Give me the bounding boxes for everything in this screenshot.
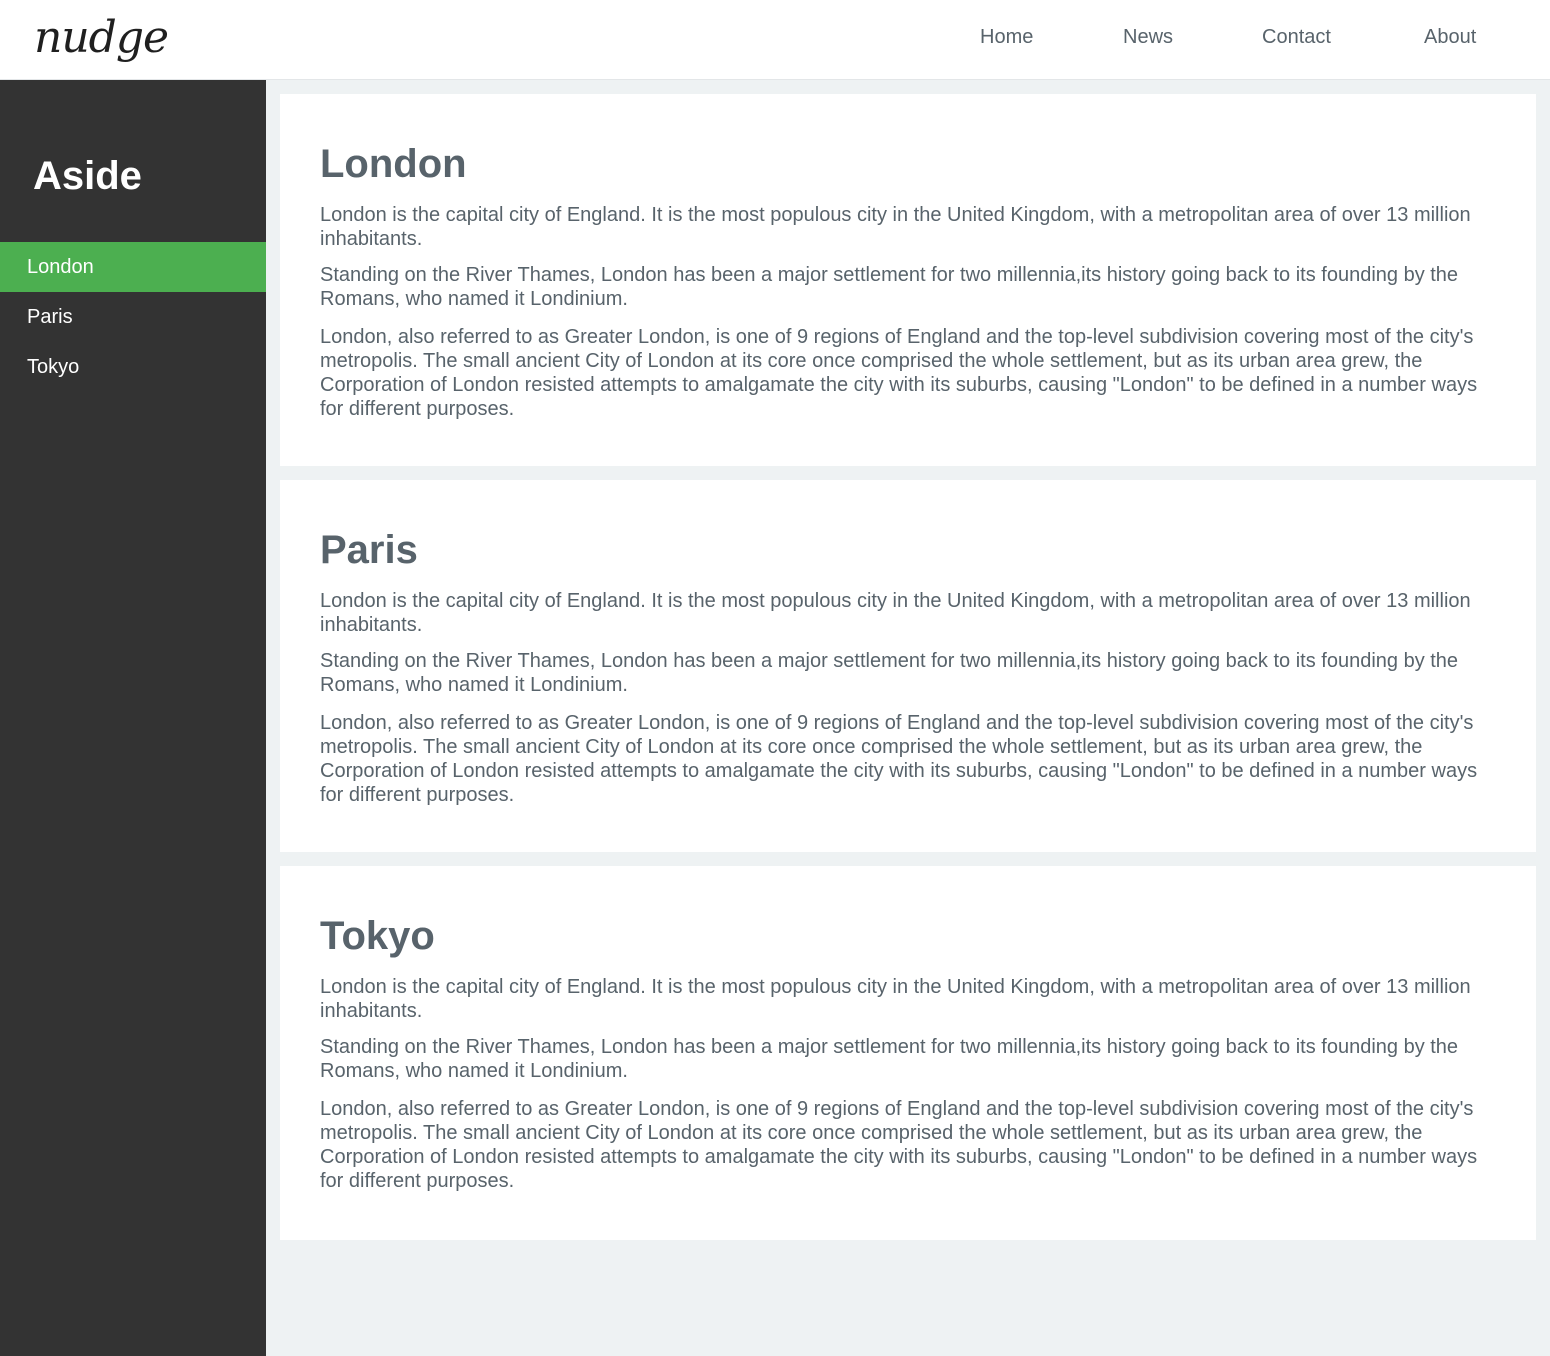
article-paragraph: Standing on the River Thames, London has been a major settlement for two millennia,its history going back to its founding by the Romans, who named it Londinium. [320,650,1459,696]
sidebar-list [0,242,266,392]
article-title: Tokyo [320,914,435,958]
sidebar-item-london[interactable]: London [0,242,266,292]
article-paragraph: London, also referred to as Greater London, is one of 9 regions of England and the top-level subdivision covering most of the city's metropolis. The small ancient City of London at its core once comprised the whole settlement, but as its urban area grew, the Corporation of London resisted attempts to amalgamate the city with its suburbs, causing "London" to be defined in a number ways for different purposes. [320,712,1478,806]
nav-contact-link[interactable]: Contact [1262,26,1331,48]
article-card-paris [280,480,1536,852]
article-paragraph: Standing on the River Thames, London has been a major settlement for two millennia,its history going back to its founding by the Romans, who named it Londinium. [320,1036,1459,1082]
article-title: London [320,142,467,186]
article-paragraph: Standing on the River Thames, London has been a major settlement for two millennia,its history going back to its founding by the Romans, who named it Londinium. [320,264,1459,310]
top-bar [0,0,1550,80]
article-paragraph: London, also referred to as Greater London, is one of 9 regions of England and the top-level subdivision covering most of the city's metropolis. The small ancient City of London at its core once comprised the whole settlement, but as its urban area grew, the Corporation of London resisted attempts to amalgamate the city with its suburbs, causing "London" to be defined in a number ways for different purposes. [320,1098,1478,1192]
sidebar-item-paris[interactable]: Paris [27,306,73,328]
article-card-london [280,94,1536,466]
article-card-tokyo [280,866,1536,1240]
sidebar-item-tokyo[interactable]: Tokyo [27,356,80,378]
nav-home-link[interactable]: Home [980,26,1034,48]
nav-news-link[interactable]: News [1123,26,1174,48]
nav-about-link[interactable]: About [1424,26,1477,48]
article-paragraph: London is the capital city of England. It is the most populous city in the United Kingdom, with a metropolitan area of over 13 million inhabitants. [320,204,1471,250]
article-title: Paris [320,528,418,572]
article-paragraph: London is the capital city of England. It is the most populous city in the United Kingdom, with a metropolitan area of over 13 million inhabitants. [320,590,1471,636]
article-paragraph: London is the capital city of England. It is the most populous city in the United Kingdom, with a metropolitan area of over 13 million inhabitants. [320,976,1471,1022]
sidebar-title: Aside [33,154,142,198]
article-paragraph: London, also referred to as Greater London, is one of 9 regions of England and the top-level subdivision covering most of the city's metropolis. The small ancient City of London at its core once comprised the whole settlement, but as its urban area grew, the Corporation of London resisted attempts to amalgamate the city with its suburbs, causing "London" to be defined in a number ways for different purposes. [320,326,1478,420]
site-logo[interactable]: nudge [34,12,169,63]
sidebar [0,80,266,1356]
